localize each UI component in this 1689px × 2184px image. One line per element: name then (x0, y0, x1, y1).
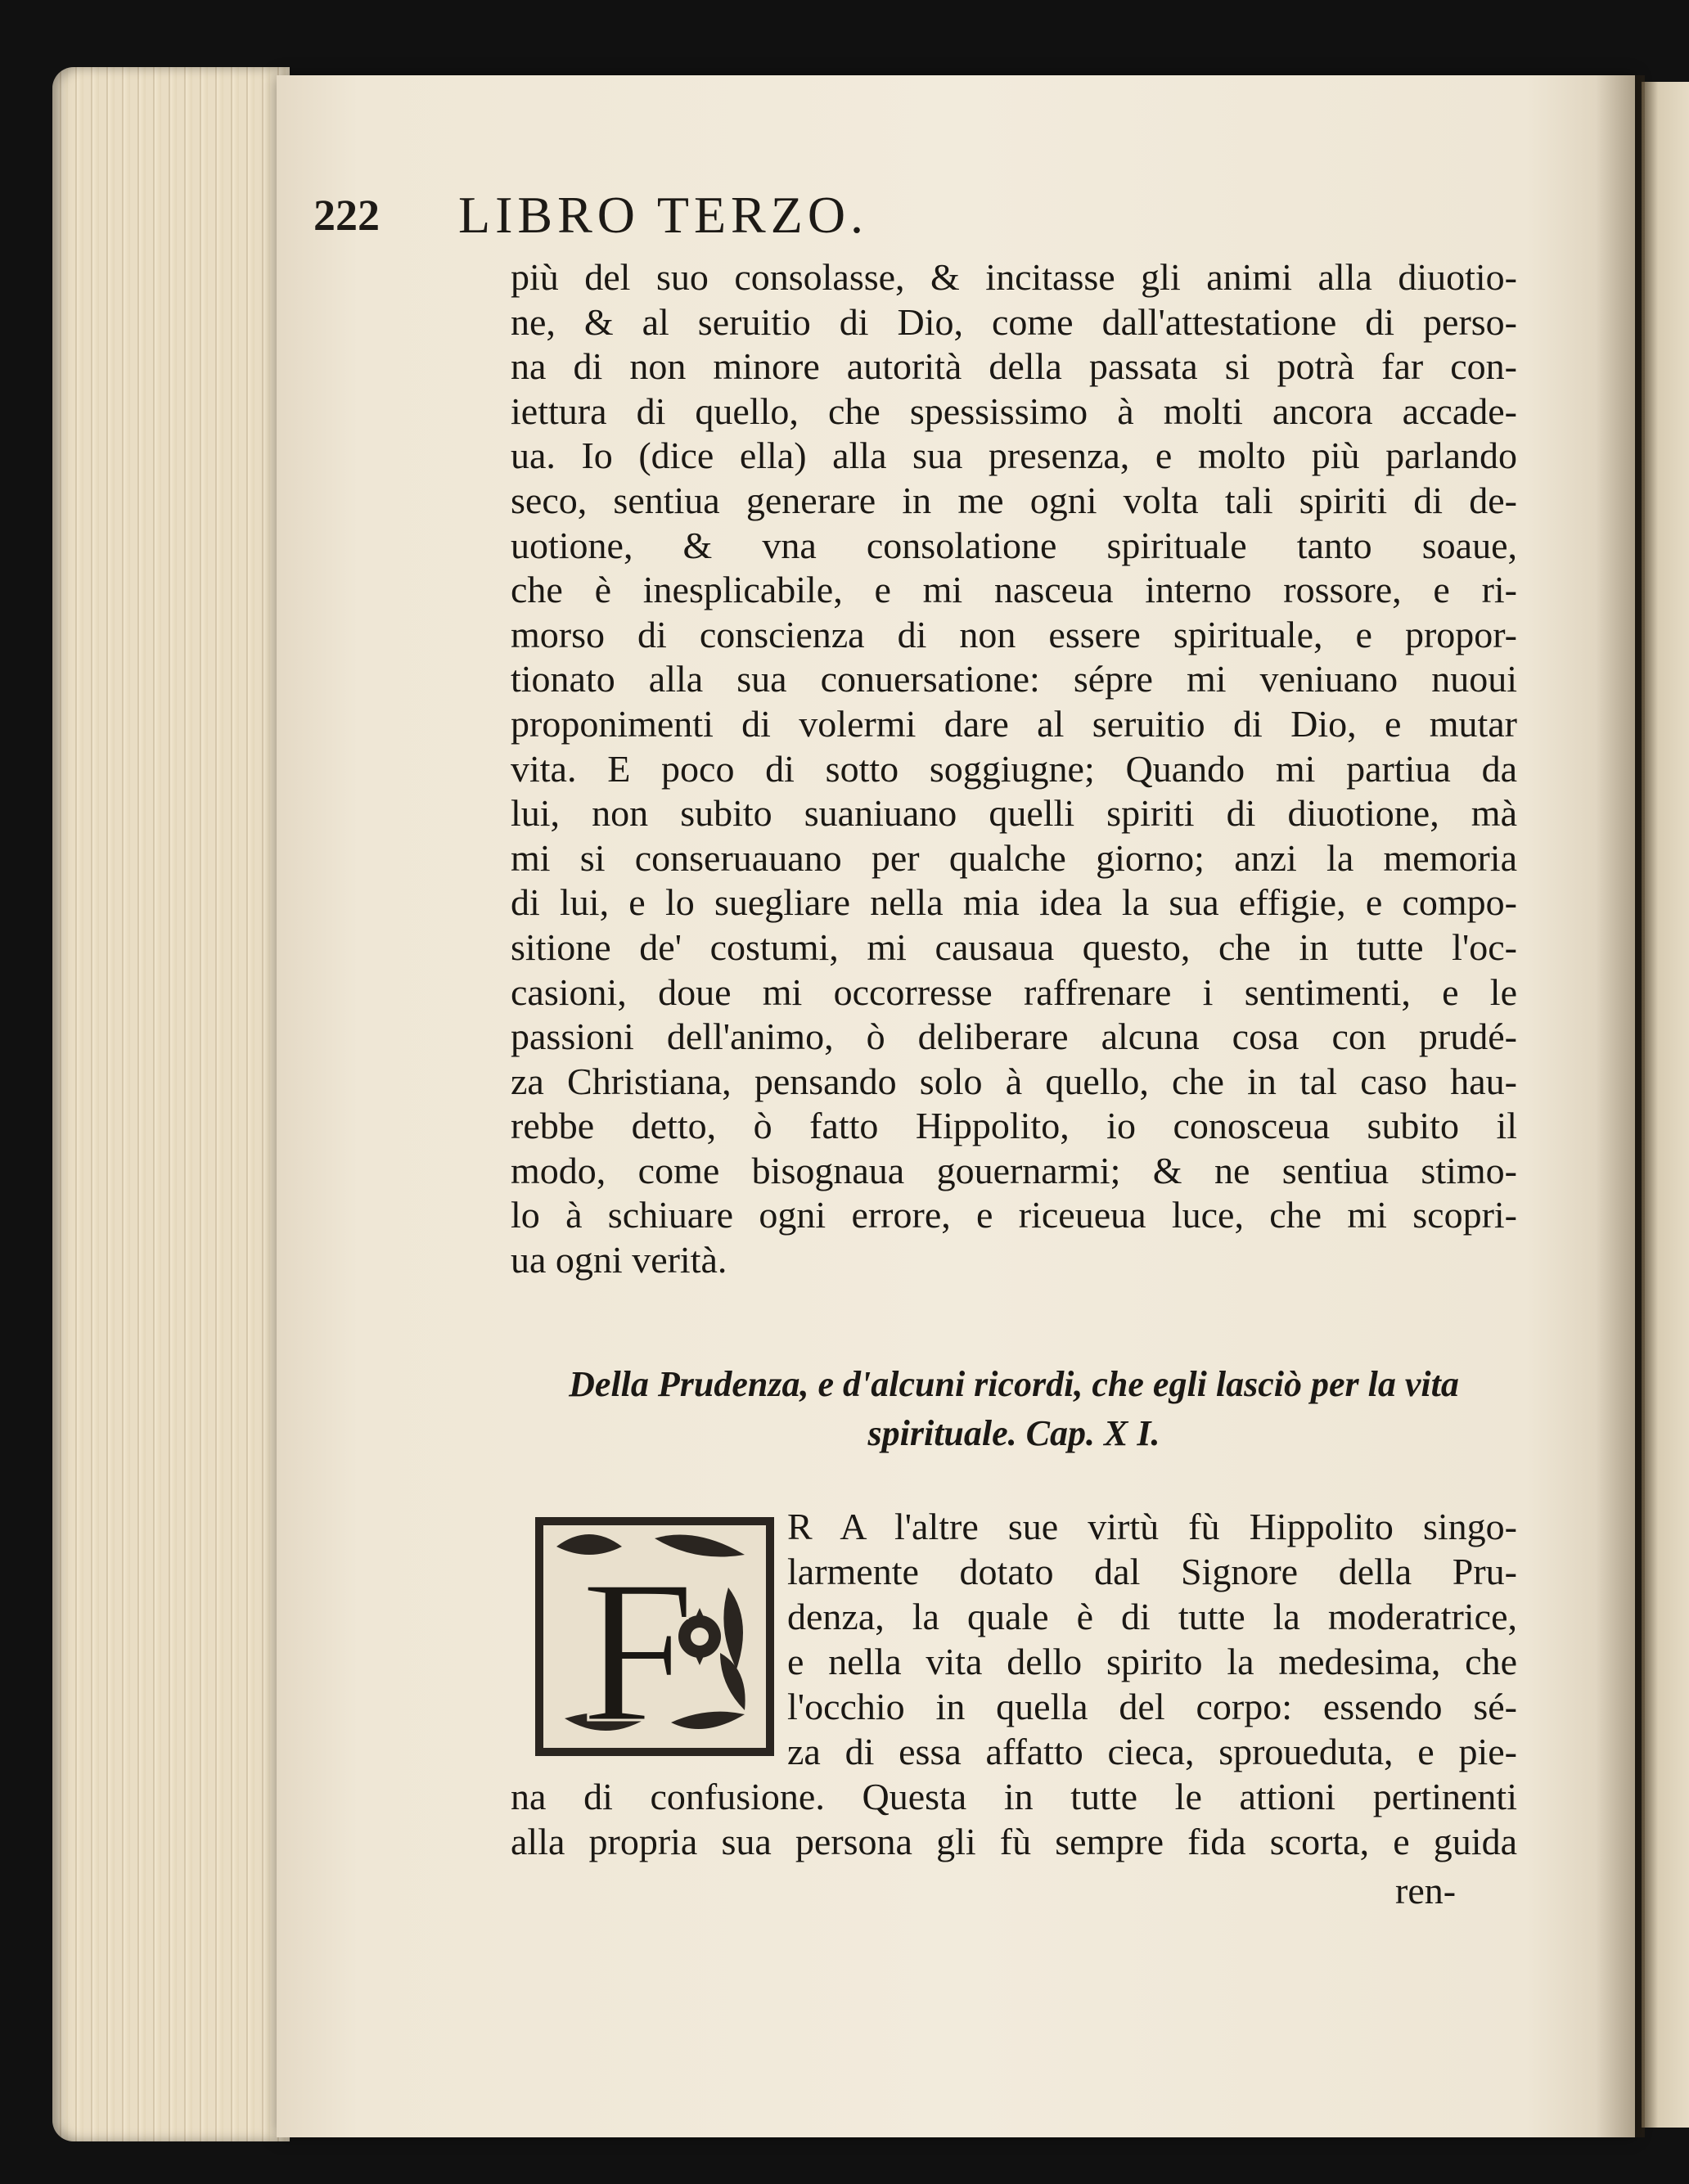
text-line: seco, sentiua generare in me ogni volta tali spiriti di de- (511, 479, 1517, 521)
next-page-edge (1642, 82, 1689, 2128)
text-line: modo, come bisognaua gouernarmi; & ne sentiua stimo- (511, 1149, 1517, 1191)
text-line: lo à schiuare ogni errore, e riceueua luce, che mi scopri- (511, 1194, 1517, 1236)
chapter-heading-line: spirituale. Cap. X I. (867, 1413, 1160, 1453)
catchword: ren- (1395, 1870, 1457, 1912)
text-line: ua ogni verità. (511, 1239, 727, 1281)
text-line: l'occhio in quella del corpo: essendo sé- (787, 1686, 1517, 1727)
running-head (0, 186, 1689, 255)
text-line: alla propria sua persona gli fù sempre fida scorta, e guida (511, 1821, 1517, 1862)
text-line: za Christiana, pensando solo à quello, che in tal caso hau- (511, 1060, 1517, 1102)
text-line: uotione, & vna consolatione spirituale tanto soaue, (511, 524, 1517, 566)
text-line: casioni, doue mi occorresse raffrenare i sentimenti, e le (511, 970, 1517, 1013)
text-line: denza, la quale è di tutte la moderatrice, (787, 1596, 1517, 1637)
text-line: ua. Io (dice ella) alla sua presenza, e molto più parlando (511, 435, 1517, 477)
text-line: ne, & al seruitio di Dio, come dall'attestatione di perso- (511, 300, 1517, 343)
text-line: za di essa affatto cieca, sproueduta, e pie- (787, 1731, 1517, 1772)
text-line: morso di conscienza di non essere spirituale, e propor- (511, 613, 1517, 655)
chapter-heading-line: Della Prudenza, e d'alcuni ricordi, che egli lasciò per la vita (569, 1364, 1459, 1404)
gutter-shadow (1596, 75, 1645, 2137)
text-line: mi si conseruauano per qualche giorno; anzi la memoria (511, 836, 1517, 879)
text-line: rebbe detto, ò fatto Hippolito, io conosceua subito il (511, 1105, 1517, 1147)
text-line: proponimenti di volermi dare al seruitio di Dio, e mutar (511, 702, 1517, 745)
text-line: sitione de' costumi, mi causaua questo, che in tutte l'oc- (511, 925, 1517, 968)
page-edges (52, 67, 290, 2141)
running-title: LIBRO TERZO. (458, 186, 869, 244)
text-line: e nella vita dello spirito la medesima, che (787, 1641, 1517, 1682)
text-line: larmente dotato dal Signore della Pru- (787, 1551, 1517, 1592)
body-text (511, 255, 1517, 1283)
text-line: di lui, e lo suegliare nella mia idea la sua effigie, e compo- (511, 881, 1517, 924)
text-line: vita. E poco di sotto soggiugne; Quando mi partiua da (511, 747, 1517, 790)
text-line: tionato alla sua conuersatione: sépre mi veniuano nuoui (511, 658, 1517, 700)
text-line: iettura di quello, che spessissimo à molti ancora accade- (511, 390, 1517, 432)
text-line: passioni dell'animo, ò deliberare alcuna cosa con prudé- (511, 1015, 1517, 1058)
text-line: più del suo consolasse, & incitasse gli animi alla diuotio- (511, 256, 1517, 298)
text-line: R A l'altre sue virtù fù Hippolito singo- (787, 1506, 1517, 1547)
chapter-text (511, 1504, 1517, 1864)
text-line: na di non minore autorità della passata si potrà far con- (511, 345, 1517, 388)
chapter-heading (511, 1360, 1517, 1458)
text-line: che è inesplicabile, e mi nasceua interno rossore, e ri- (511, 569, 1517, 611)
text-line: na di confusione. Questa in tutte le attioni pertinenti (511, 1776, 1517, 1817)
text-line: lui, non subito suaniuano quelli spiriti di diuotione, mà (511, 792, 1517, 835)
initial-letter: F (581, 1538, 696, 1759)
page-number: 222 (313, 191, 380, 240)
